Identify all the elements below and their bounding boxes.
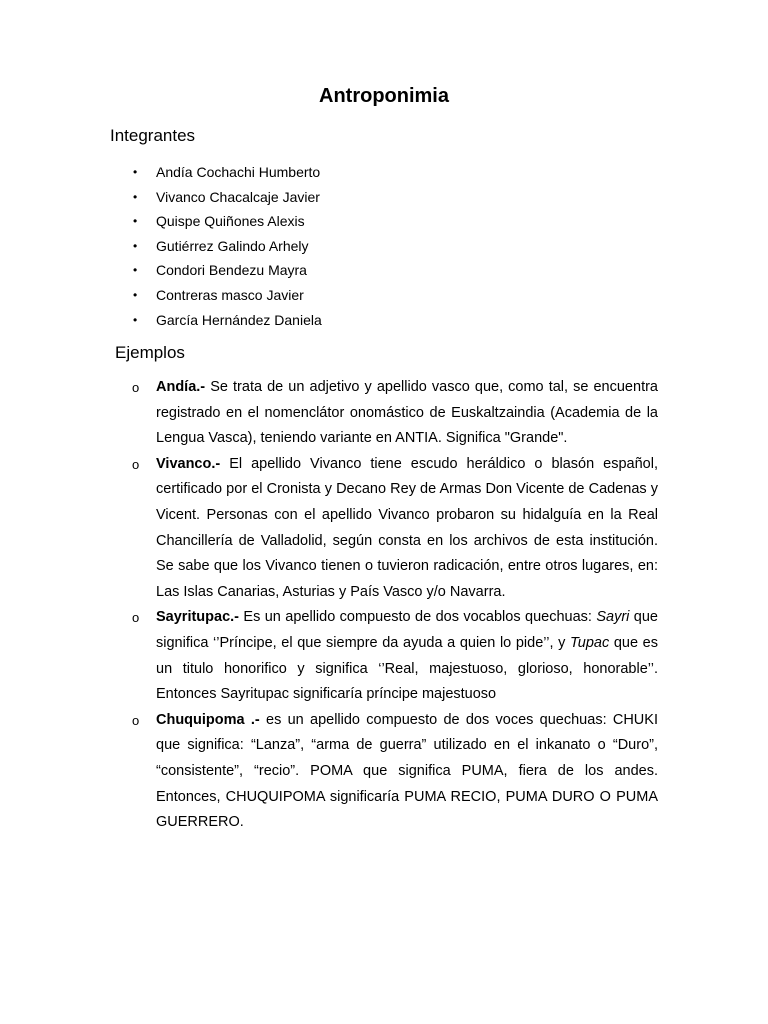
circle-bullet-icon: o (132, 380, 140, 395)
example-text: que significa ‘’Príncipe, el que siempre da ayuda a quien lo pide’’, y (156, 609, 658, 651)
example-text: Se trata de un adjetivo y apellido vasco que, como tal, se encuentra registrado en el nomenclátor onomástico de Euskaltzaindia (Academia de la Lengua Vasca), teniendo variante en ANTIA. Significa "Grande". (156, 379, 658, 447)
bullet-icon: • (133, 287, 138, 302)
member-name: Contreras masco Javier (156, 286, 304, 303)
example-vivanco (132, 452, 658, 606)
member-name: Gutiérrez Galindo Arhely (156, 237, 309, 254)
example-text: que es un titulo honorifico y significa ‘’Real, majestuoso, glorioso, honorable’’. Entonces Sayritupac significaría príncipe majestuoso (156, 634, 658, 703)
member-name: García Hernández Daniela (156, 311, 322, 328)
document-title: Antroponimia (319, 85, 449, 107)
bullet-icon: • (133, 238, 138, 253)
circle-bullet-icon: o (132, 456, 140, 472)
bullet-icon: • (133, 214, 138, 229)
list-item (133, 258, 322, 283)
members-list (133, 160, 322, 332)
example-italic-term: Tupac (569, 634, 610, 651)
member-name: Andía Cochachi Humberto (156, 164, 321, 180)
list-item (133, 234, 322, 259)
bullet-icon: • (133, 165, 138, 179)
member-name: Vivanco Chacalcaje Javier (156, 188, 320, 205)
list-item (133, 160, 322, 185)
list-item (133, 283, 322, 308)
example-italic-term: Sayri (596, 609, 630, 626)
bullet-icon: • (133, 189, 138, 204)
example-term: Vivanco.- (156, 455, 221, 472)
list-item (133, 308, 322, 333)
example-text: es un apellido compuesto de dos voces quechuas: CHUKI que significa: “Lanza”, “arma de guerra” utilizado en el inkanato o “Duro”, “consistente”, “recio”. POMA que significa PUMA, fiera de los andes. Entonces, CHUQUIPOMA significaría PUMA RECIO, PUMA DURO O PUMA GUERRERO. (156, 711, 658, 831)
example-term: Chuquipoma .- (156, 711, 260, 728)
list-item (133, 185, 322, 210)
example-term: Sayritupac.- (156, 609, 239, 626)
bullet-icon: • (133, 312, 138, 327)
circle-bullet-icon: o (132, 712, 140, 728)
circle-bullet-icon: o (132, 610, 140, 626)
member-name: Quispe Quiñones Alexis (156, 213, 305, 230)
example-chuquipoma (132, 708, 658, 836)
list-item (133, 209, 322, 234)
bullet-icon: • (133, 263, 138, 278)
example-term: Andía.- (156, 379, 206, 395)
integrantes-heading: Integrantes (110, 126, 196, 145)
member-name: Condori Bendezu Mayra (156, 262, 307, 279)
example-text: El apellido Vivanco tiene escudo heráldico o blasón español, certificado por el Cronista y Decano Rey de Armas Don Vicente de Cadenas y Vicent. Personas con el apellido Vivanco probaron su hidalguía en la Real Chancillería de Valladolid, según consta en los archivos de esta institución. Se sabe que los Vivanco tienen o tuvieron radicación, entre otros lugares, en: Las Islas Canarias, Asturias y País Vasco y/o Navarra. (156, 455, 658, 600)
example-sayritupac (132, 605, 658, 707)
ejemplos-heading: Ejemplos (115, 343, 185, 362)
example-andia (132, 375, 658, 452)
examples-list (132, 375, 658, 836)
example-text: Es un apellido compuesto de dos vocablos quechuas: (239, 609, 597, 626)
